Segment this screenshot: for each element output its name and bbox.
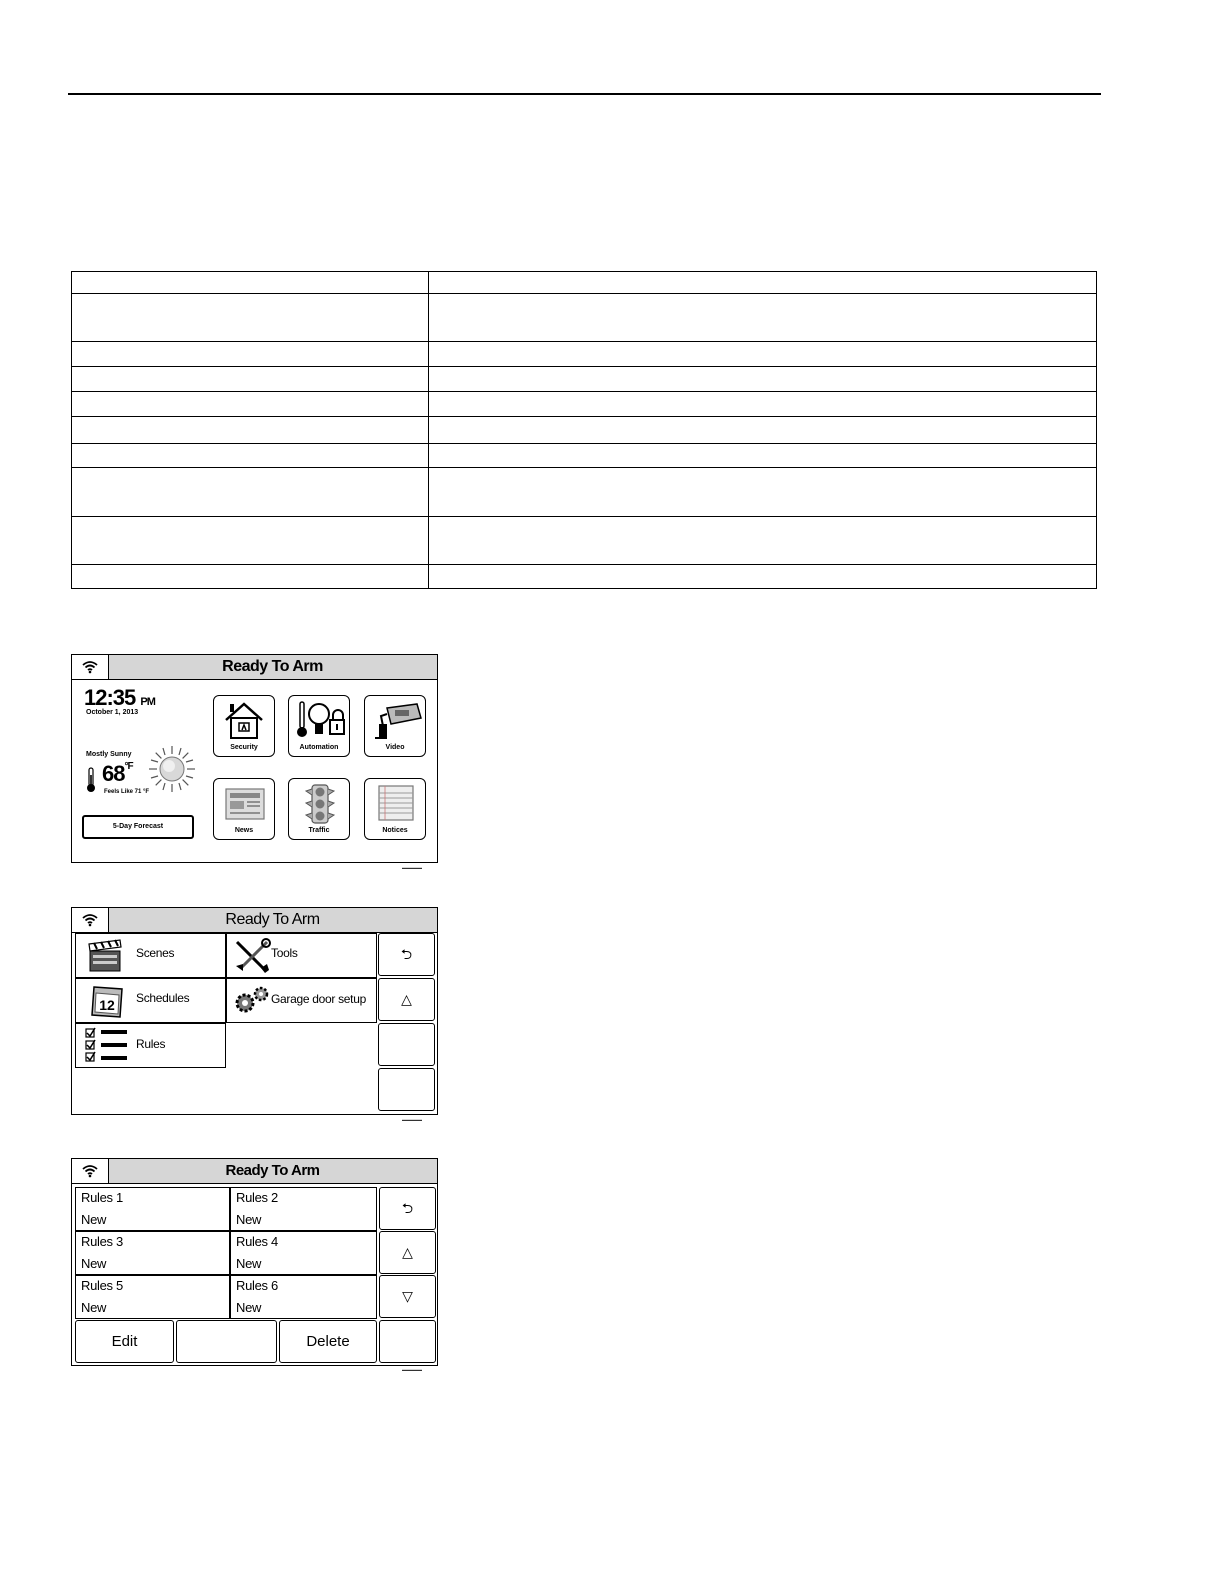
tile-label: Automation	[299, 744, 339, 751]
rule-name: Rules 3	[81, 1234, 123, 1249]
menu-item-label: Schedules	[136, 991, 190, 1005]
blank-bottom-button[interactable]	[176, 1320, 277, 1363]
calendar-icon	[88, 983, 126, 1019]
menu-item-garage[interactable]	[226, 978, 377, 1023]
house-icon	[222, 700, 266, 740]
tile-label: Traffic	[308, 827, 330, 834]
tile-notices[interactable]	[364, 778, 426, 840]
rule-item[interactable]	[230, 1231, 377, 1275]
menu-item-tools[interactable]	[226, 933, 377, 978]
rule-item[interactable]	[75, 1275, 230, 1319]
rule-state: New	[236, 1300, 262, 1315]
figure-code: ▬▬▬▬▬	[402, 1117, 422, 1122]
rule-item[interactable]	[230, 1187, 377, 1231]
menu-item-schedules[interactable]	[75, 978, 226, 1023]
table-row	[72, 565, 1097, 589]
blank-side-button[interactable]	[378, 1068, 435, 1111]
status-title: Ready To Arm	[225, 1162, 320, 1179]
clock-time: 12:35	[84, 685, 136, 710]
temperature-value: 68	[102, 761, 125, 786]
status-bar	[72, 1159, 437, 1184]
back-button[interactable]: ⮌	[378, 933, 435, 976]
newspaper-icon	[222, 783, 268, 823]
rule-state: New	[236, 1212, 262, 1227]
calendar-day: 12	[99, 997, 115, 1013]
blank-side-button[interactable]	[378, 1023, 435, 1066]
feels-like: Feels Like 71 °F	[104, 789, 150, 795]
wifi-icon	[72, 908, 109, 932]
rule-state: New	[81, 1300, 107, 1315]
table-row	[72, 272, 1097, 294]
rules-screen	[71, 1158, 438, 1366]
forecast-button[interactable]: 5-Day Forecast	[82, 815, 194, 839]
gears-icon	[231, 985, 271, 1017]
back-button[interactable]: ⮌	[379, 1187, 436, 1230]
wifi-icon	[72, 655, 109, 679]
figure-code: ▬▬▬▬▬	[402, 865, 422, 870]
tile-label: Notices	[382, 827, 408, 834]
date-label: October 1, 2013	[86, 709, 139, 716]
menu-item-label: Garage door setup	[271, 992, 366, 1006]
table-row	[72, 444, 1097, 468]
table-row	[72, 517, 1097, 565]
scroll-down-button[interactable]: ▽	[379, 1275, 436, 1318]
scroll-up-button[interactable]: △	[379, 1231, 436, 1274]
table-row	[72, 392, 1097, 417]
table-row	[72, 468, 1097, 517]
camera-icon	[373, 700, 423, 742]
rule-state: New	[236, 1256, 262, 1271]
rule-state: New	[81, 1256, 107, 1271]
temperature-unit: °F	[124, 761, 133, 772]
tile-label: Security	[230, 744, 258, 751]
clock-ampm: PM	[140, 696, 155, 708]
temperature	[102, 761, 133, 787]
figure-code: ▬▬▬▬▬	[402, 1367, 422, 1372]
menu-item-label: Scenes	[136, 946, 175, 960]
sun-icon	[148, 745, 196, 793]
blank-side-button[interactable]	[379, 1320, 436, 1363]
rule-name: Rules 1	[81, 1190, 123, 1205]
delete-button[interactable]: Delete	[279, 1320, 377, 1363]
rule-name: Rules 6	[236, 1278, 278, 1293]
home-screen	[71, 654, 438, 863]
menu-screen	[71, 907, 438, 1115]
status-bar	[72, 908, 437, 933]
scroll-up-button[interactable]: △	[378, 978, 435, 1021]
menu-item-label: Rules	[136, 1037, 166, 1051]
tile-news[interactable]	[213, 778, 275, 840]
table-row	[72, 342, 1097, 367]
table-row	[72, 367, 1097, 392]
tile-security[interactable]	[213, 695, 275, 757]
header-rule	[68, 93, 1101, 95]
rule-item[interactable]	[75, 1187, 230, 1231]
clapperboard-icon	[86, 939, 124, 973]
menu-item-label: Tools	[271, 946, 298, 960]
rule-name: Rules 5	[81, 1278, 123, 1293]
tile-label: Video	[385, 744, 405, 751]
thermometer-icon	[86, 767, 96, 793]
rule-state: New	[81, 1212, 107, 1227]
edit-button[interactable]: Edit	[75, 1320, 174, 1363]
tile-automation[interactable]	[288, 695, 350, 757]
table-row	[72, 417, 1097, 444]
wifi-icon	[72, 1159, 109, 1183]
notepad-icon	[373, 783, 419, 823]
status-title: Ready To Arm	[225, 911, 320, 928]
rule-name: Rules 4	[236, 1234, 278, 1249]
menu-item-scenes[interactable]	[75, 933, 226, 978]
rule-item[interactable]	[230, 1275, 377, 1319]
traffic-light-icon	[297, 783, 343, 825]
tools-icon	[233, 938, 271, 974]
rule-item[interactable]	[75, 1231, 230, 1275]
tile-traffic[interactable]	[288, 778, 350, 840]
tile-video[interactable]	[364, 695, 426, 757]
weather-condition: Mostly Sunny	[86, 751, 132, 758]
checklist-icon	[84, 1027, 130, 1065]
status-title: Ready To Arm	[222, 658, 323, 675]
table-row	[72, 294, 1097, 342]
bulb-lock-icon	[297, 700, 345, 740]
clock	[84, 685, 155, 711]
rule-name: Rules 2	[236, 1190, 278, 1205]
status-bar	[72, 655, 437, 680]
menu-item-rules[interactable]	[75, 1023, 226, 1068]
blank-table	[71, 271, 1097, 589]
tile-label: News	[234, 827, 254, 834]
